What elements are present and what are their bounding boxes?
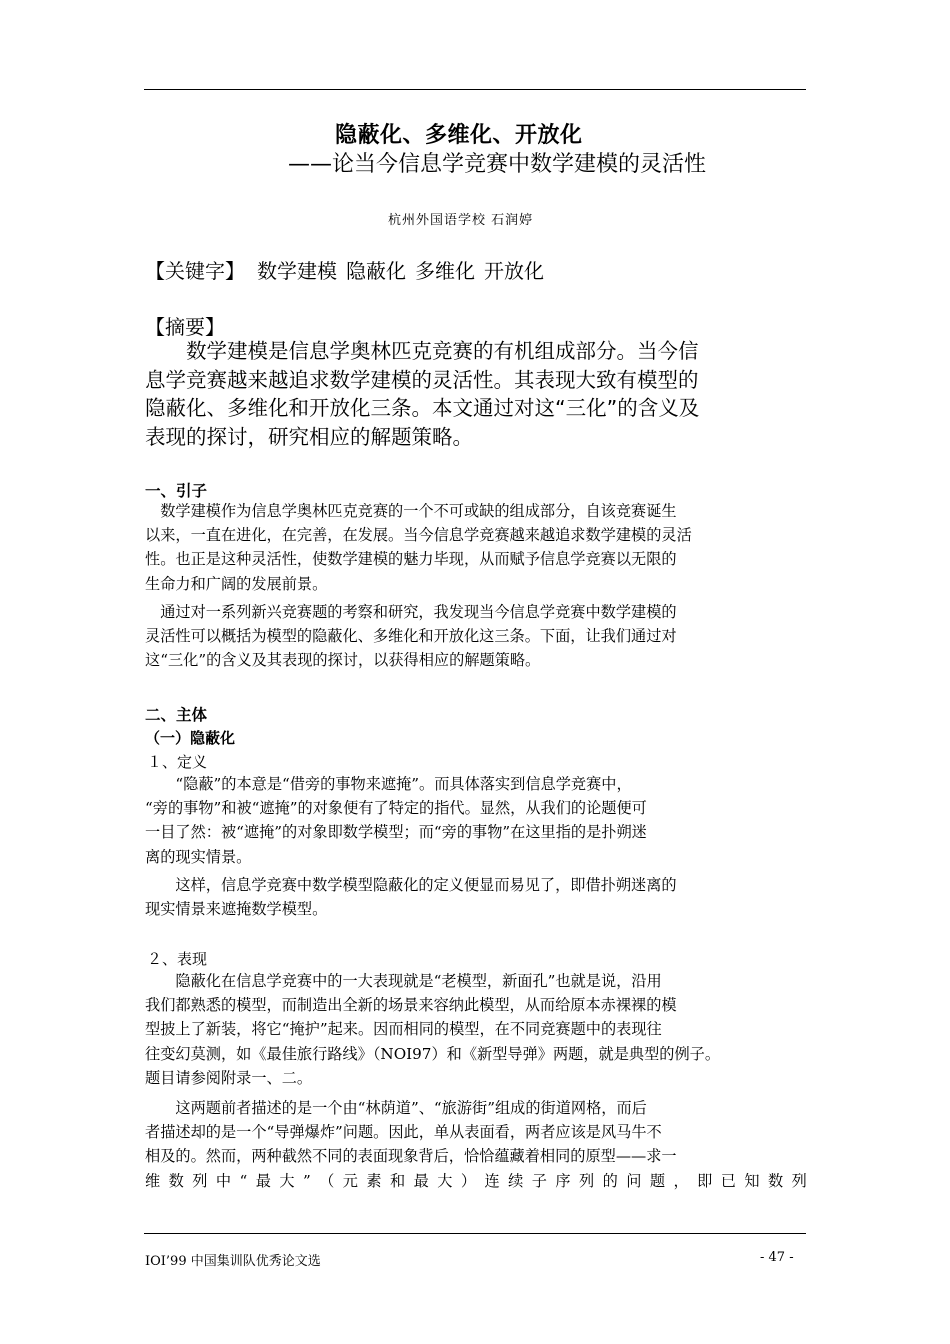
text-char: 已 — [720, 1171, 736, 1190]
item-manifestation: ２、表现 — [147, 950, 208, 968]
footer-source: IOI’99 中国集训队优秀论文选 — [145, 1254, 321, 1269]
keyword-item: 隐蔽化 — [346, 259, 406, 283]
text-char: “ — [239, 1171, 248, 1190]
abstract-line: 表现的探讨，研究相应的解题策略。 — [145, 424, 473, 449]
text-line: 现实情景来遮掩数学模型。 — [145, 900, 328, 919]
page-number: - 47 - — [760, 1250, 794, 1265]
text-char: 素 — [366, 1171, 382, 1190]
abstract-body — [145, 337, 807, 451]
text-char: 列 — [579, 1171, 595, 1190]
author-line: 杭州外国语学校 石润婷 — [388, 213, 534, 228]
top-rule — [144, 89, 806, 90]
text-char: 的 — [602, 1171, 618, 1190]
intro-paragraph-2 — [145, 600, 807, 673]
text-line: 这样，信息学竞赛中数学模型隐蔽化的定义便显而易见了，即借扑朔迷离的 — [145, 876, 677, 894]
bottom-rule — [144, 1233, 806, 1234]
abstract-line: 息学竞赛越来越追求数学建模的灵活性。其表现大致有模型的 — [145, 367, 699, 392]
text-line: 型披上了新装，将它“掩护”起来。因而相同的模型，在不同竞赛题中的表现往 — [145, 1020, 662, 1039]
text-line: 题目请参阅附录一、二。 — [145, 1068, 313, 1087]
text-line: 我们都熟悉的模型，而制造出全新的场景来容纳此模型，从而给原本赤裸裸的模 — [145, 996, 677, 1015]
text-line: 离的现实情景。 — [145, 847, 252, 866]
abstract-label: 【摘要】 — [145, 315, 225, 339]
abstract-line: 隐蔽化、多维化和开放化三条。本文通过对这“三化”的含义及 — [145, 396, 700, 420]
text-line: 这“三化”的含义及其表现的探讨，以获得相应的解题策略。 — [145, 651, 541, 670]
text-char: ” — [302, 1171, 311, 1190]
keywords-label: 【关键字】 — [145, 259, 245, 283]
text-char: 大 — [437, 1171, 453, 1190]
text-char: 列 — [192, 1171, 208, 1190]
text-char: 序 — [555, 1171, 571, 1190]
text-line: 相及的。然而，两种截然不同的表面现象背后，恰恰蕴藏着相同的原型——求一 — [145, 1147, 677, 1166]
text-char: ） — [460, 1171, 477, 1190]
text-line: 一目了然：被“遮掩”的对象即数学模型；而“旁的事物”在这里指的是扑朔迷 — [145, 823, 647, 842]
text-char: 子 — [531, 1171, 547, 1190]
abstract-line: 数学建模是信息学奥林匹克竞赛的有机组成部分。当今信 — [145, 339, 699, 363]
definition-paragraph-1 — [145, 772, 807, 869]
text-line: 隐蔽化在信息学竞赛中的一大表现就是“老模型，新面孔”也就是说，沿用 — [145, 972, 662, 990]
text-char: 数 — [768, 1171, 784, 1190]
text-char: 最 — [413, 1171, 429, 1190]
section-heading-intro: 一、引子 — [145, 482, 208, 500]
text-char: 元 — [342, 1171, 358, 1190]
text-char: 数 — [168, 1171, 184, 1190]
text-line-justified — [145, 1169, 807, 1193]
text-char: 问 — [626, 1171, 642, 1190]
text-char: （ — [319, 1171, 335, 1190]
keyword-item: 开放化 — [484, 259, 544, 283]
text-char: 即 — [697, 1171, 713, 1190]
section-heading-main: 二、主体 — [145, 706, 208, 724]
text-char: 知 — [744, 1171, 760, 1190]
text-line: 往变幻莫测，如《最佳旅行路线》（NOI97）和《新型导弹》两题，就是典型的例子。 — [145, 1044, 721, 1063]
text-line: “旁的事物”和被“遮掩”的对象便有了特定的指代。显然，从我们的论题便可 — [145, 799, 647, 818]
paper-subtitle: ——论当今信息学竞赛中数学建模的灵活性 — [288, 152, 707, 177]
keyword-item: 数学建模 — [257, 259, 337, 283]
text-char: 题 — [649, 1171, 666, 1190]
item-definition: １、定义 — [147, 753, 208, 771]
text-char: 最 — [255, 1171, 271, 1190]
manifestation-paragraph-1 — [145, 969, 807, 1090]
manifestation-paragraph-2 — [145, 1096, 807, 1193]
keyword-item: 多维化 — [415, 259, 475, 283]
text-line: 生命力和广阔的发展前景。 — [145, 574, 328, 593]
text-char: 连 — [484, 1171, 500, 1190]
text-char: 中 — [215, 1171, 232, 1190]
text-line: “隐蔽”的本意是“借旁的事物来遮掩”。而具体落实到信息学竞赛中， — [145, 775, 632, 793]
text-line: 数学建模作为信息学奥林匹克竞赛的一个不可或缺的组成部分，自该竞赛诞生 — [145, 502, 677, 520]
text-char: 列 — [791, 1171, 807, 1190]
text-line: 灵活性可以概括为模型的隐蔽化、多维化和开放化这三条。下面，让我们通过对 — [145, 627, 677, 646]
text-char: ， — [673, 1171, 689, 1190]
definition-paragraph-2 — [145, 873, 807, 921]
subsection-heading-hidden: （一）隐蔽化 — [145, 729, 236, 747]
paper-title: 隐蔽化、多维化、开放化 — [335, 123, 583, 148]
keywords-line — [145, 255, 553, 284]
text-line: 通过对一系列新兴竞赛题的考察和研究，我发现当今信息学竞赛中数学建模的 — [145, 603, 677, 621]
text-char: 维 — [145, 1171, 161, 1190]
text-line: 性。也正是这种灵活性，使数学建模的魅力毕现，从而赋予信息学竞赛以无限的 — [145, 550, 677, 569]
text-line: 以来，一直在进化，在完善，在发展。当今信息学竞赛越来越追求数学建模的灵活 — [145, 526, 692, 545]
text-char: 续 — [508, 1171, 524, 1190]
intro-paragraph-1 — [145, 499, 807, 596]
text-line: 者描述却的是一个“导弹爆炸”问题。因此，单从表面看，两者应该是风马牛不 — [145, 1123, 662, 1142]
text-char: 大 — [279, 1171, 295, 1190]
text-char: 和 — [390, 1171, 406, 1190]
text-line: 这两题前者描述的是一个由“林荫道”、“旅游街”组成的街道网格，而后 — [145, 1099, 647, 1117]
